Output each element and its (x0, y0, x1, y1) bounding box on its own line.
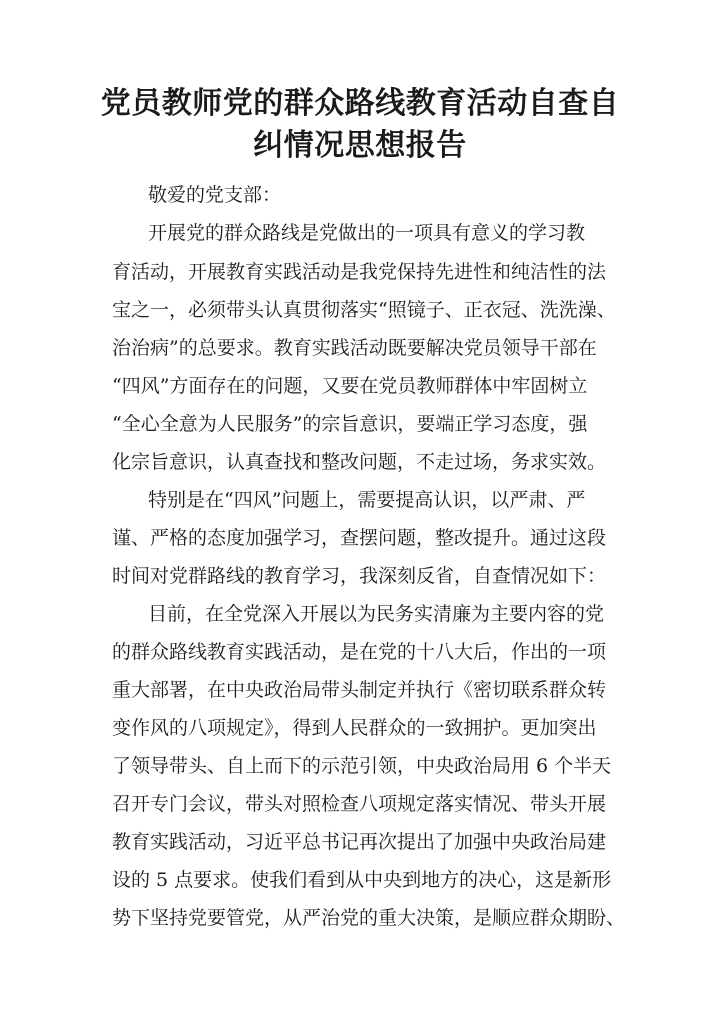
paragraph-1-line: 治治病”的总要求。教育实践活动既要解决党员领导干部在 (112, 337, 597, 359)
paragraph-2-line: 时间对党群路线的教育学习，我深刻反省，自查情况如下： (112, 565, 607, 587)
paragraph-3-line: 重大部署，在中央政治局带头制定并执行《密切联系群众转 (112, 679, 607, 701)
paragraph-1-line: 育活动，开展教育实践活动是我党保持先进性和纯洁性的法 (112, 261, 607, 283)
paragraph-3-line: 目前，在全党深入开展以为民务实清廉为主要内容的党 (148, 603, 605, 625)
document-title-line-1: 党员教师党的群众路线教育活动自查自 (100, 86, 620, 121)
paragraph-2-line: 谨、严格的态度加强学习，查摆问题，整改提升。通过这段 (112, 527, 607, 549)
paragraph-1-line: 化宗旨意识，认真查找和整改问题，不走过场，务求实效。 (112, 451, 607, 473)
paragraph-1-line: 开展党的群众路线是党做出的一项具有意义的学习教 (148, 222, 586, 244)
paragraph-3-line: 召开专门会议，带头对照检查八项规定落实情况、带头开展 (112, 793, 607, 815)
paragraph-3-line: 势下坚持党要管党，从严治党的重大决策，是顺应群众期盼、 (112, 907, 626, 929)
salutation: 敬爱的党支部： (148, 184, 282, 206)
paragraph-1-line: “四风”方面存在的问题，又要在党员教师群体中牢固树立 (112, 375, 588, 397)
paragraph-1-line: “全心全意为人民服务”的宗旨意识，要端正学习态度，强 (112, 413, 588, 435)
paragraph-3-line: 了领导带头、自上而下的示范引领，中央政治局用 6 个半天 (112, 755, 612, 777)
paragraph-3-line: 的群众路线教育实践活动，是在党的十八大后，作出的一项 (112, 641, 607, 663)
paragraph-3-line: 变作风的八项规定》，得到人民群众的一致拥护。更加突出 (112, 717, 597, 739)
paragraph-2-line: 特别是在“四风”问题上，需要提高认识，以严肃、严 (148, 489, 586, 511)
paragraph-3-line: 设的 5 点要求。使我们看到从中央到地方的决心，这是新形 (112, 869, 612, 891)
paragraph-3-line: 教育实践活动，习近平总书记再次提出了加强中央政治局建 (112, 831, 607, 853)
document-title-line-2: 纠情况思想报告 (253, 128, 467, 163)
paragraph-1-line: 宝之一，必须带头认真贯彻落实“照镜子、正衣冠、洗洗澡、 (112, 299, 616, 321)
